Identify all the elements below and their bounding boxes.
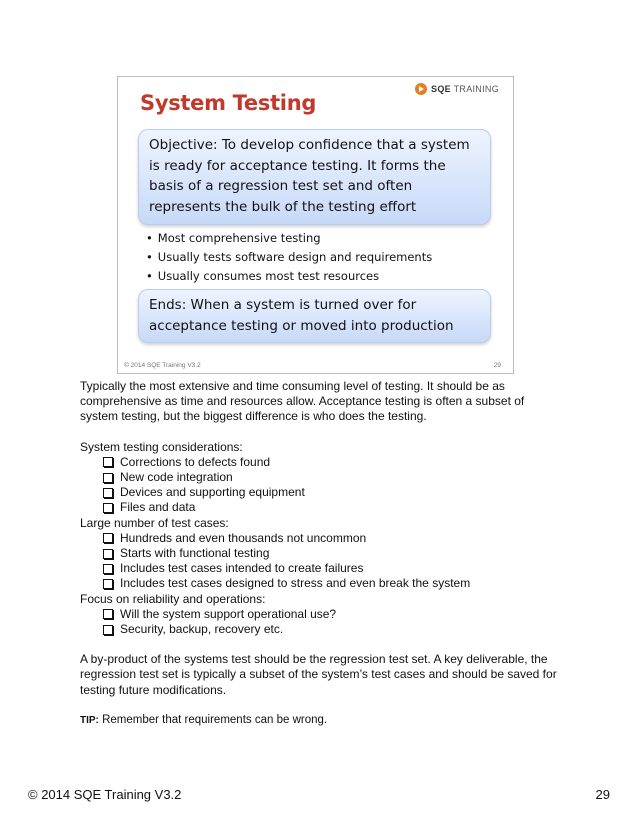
checkbox-icon bbox=[103, 579, 113, 589]
list-item: Devices and supporting equipment bbox=[103, 485, 560, 500]
checkbox-icon bbox=[103, 564, 113, 574]
byproduct-paragraph: A by-product of the systems test should be the regression test set. A key deliverable, the regression test set is typically a subset of the system’s test cases and should be saved for testing future modifications. bbox=[80, 652, 557, 697]
list-item: Will the system support operational use? bbox=[103, 607, 560, 622]
objective-box: Objective: To develop confidence that a system is ready for acceptance testing. It forms the basis of a regression test set and often represents the bulk of the testing effort bbox=[138, 129, 491, 225]
checkbox-icon bbox=[103, 503, 113, 513]
checkbox-list bbox=[80, 455, 560, 516]
slide-bullet: • Usually tests software design and requirements bbox=[146, 248, 432, 267]
page-footer bbox=[28, 787, 610, 802]
checkbox-list bbox=[80, 531, 560, 592]
list-item: Corrections to defects found bbox=[103, 455, 560, 470]
slide-number: 29 bbox=[493, 362, 501, 369]
checkbox-list bbox=[80, 607, 560, 637]
checkbox-icon bbox=[103, 457, 113, 467]
slide-image bbox=[117, 76, 514, 374]
intro-paragraph: Typically the most extensive and time consuming level of testing. It should be as comprehensive as time and resources allow. Acceptance testing is often a subset of system testing, but the biggest difference is who does the testing. bbox=[80, 379, 525, 424]
copyright-text: © 2014 SQE Training V3.2 bbox=[28, 787, 182, 802]
play-circle-icon bbox=[415, 83, 427, 95]
slide-bullet-list bbox=[146, 229, 432, 286]
slide-footer bbox=[124, 362, 501, 369]
slide-bullet: • Most comprehensive testing bbox=[146, 229, 432, 248]
group-heading: Focus on reliability and operations: bbox=[80, 591, 266, 606]
checkbox-icon bbox=[103, 549, 113, 559]
notes-section bbox=[80, 379, 560, 728]
list-item: Security, backup, recovery etc. bbox=[103, 622, 560, 637]
page-number: 29 bbox=[595, 787, 610, 802]
tip-label: TIP: bbox=[80, 714, 99, 726]
tip-line bbox=[80, 713, 560, 728]
group-heading: Large number of test cases: bbox=[80, 515, 229, 530]
slide-title: System Testing bbox=[140, 91, 317, 115]
list-item: Includes test cases intended to create failures bbox=[103, 561, 560, 576]
list-item: Includes test cases designed to stress and even break the system bbox=[103, 576, 560, 591]
list-item: Files and data bbox=[103, 500, 560, 515]
slide-copyright: © 2014 SQE Training V3.2 bbox=[124, 362, 201, 369]
ends-box: Ends: When a system is turned over for acceptance testing or moved into production bbox=[138, 289, 491, 343]
brand bbox=[415, 83, 499, 95]
slide-bullet: • Usually consumes most test resources bbox=[146, 267, 432, 286]
list-item: New code integration bbox=[103, 470, 560, 485]
checkbox-icon bbox=[103, 609, 113, 619]
checkbox-icon bbox=[103, 488, 113, 498]
checkbox-icon bbox=[103, 533, 113, 543]
list-item: Starts with functional testing bbox=[103, 546, 560, 561]
group-heading: System testing considerations: bbox=[80, 439, 243, 454]
brand-name: SQE TRAINING bbox=[431, 84, 499, 94]
list-item: Hundreds and even thousands not uncommon bbox=[103, 531, 560, 546]
checkbox-icon bbox=[103, 473, 113, 483]
checkbox-icon bbox=[103, 625, 113, 635]
tip-text: Remember that requirements can be wrong. bbox=[98, 713, 328, 726]
